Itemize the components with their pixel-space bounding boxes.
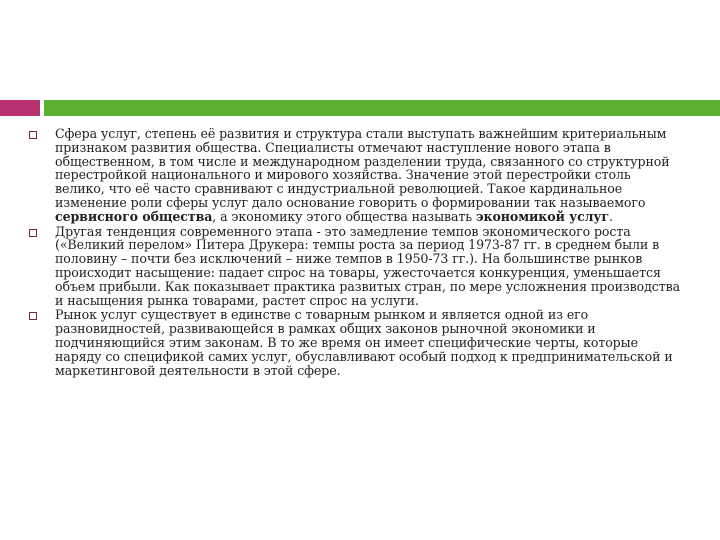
square-bullet-icon (28, 127, 55, 141)
bullet-1-text-before: Сфера услуг, степень её развития и структура стали выступать важнейшим критериальным признаком развития общества. Специалисты отмечают наступление нового этапа в общественном, в том числе и международном разделении труда, связанного со структурной перестройкой национального и мирового хозяйства. Значение этой перестройки столь велико, что её часто сравнивают с индустриальной революцией. Такое кардинальное изменение роли сферы услуг дало основание говорить о формировании так называемого (55, 126, 670, 210)
bullet-text-3: Рынок услуг существует в единстве с товарным рынком и является одной из его разновидностей, развивающейся в рамках общих законов рыночной экономики и подчиняющийся этим законам. В то же время он имеет специфические черты, которые наряду со спецификой самих услуг, обуславливают особый подход к предпринимательской и маркетинговой деятельности в этой сфере. (55, 307, 673, 378)
bullet-text-1 (55, 127, 684, 224)
bullet-1-bold-term-2: экономикой услуг (475, 208, 610, 224)
bullet-item-1 (28, 127, 684, 224)
bullet-item-2 (28, 225, 684, 308)
bullet-1-text-after: . (609, 208, 613, 224)
slide-content (28, 127, 684, 377)
accent-bar-left (0, 100, 40, 116)
bullet-text-2: Другая тенденция современного этапа - это замедление темпов экономического роста («Великий перелом» Питера Друкера: темпы роста за период 1973-87 гг. в среднем были в половину – почти без исключений – ниже темпов в 1950-73 гг.). На большинстве рынков происходит насыщение: падает спрос на товары, ужесточается конкуренция, уменьшается объем прибыли. Как показывает практика развитых стран, по мере усложнения производства и насыщения рынка товарами, растет спрос на услуги. (55, 223, 680, 308)
bullet-item-3 (28, 308, 684, 377)
bullet-1-text-middle: , а экономику этого общества называть (212, 208, 476, 224)
square-bullet-icon (28, 308, 55, 322)
accent-bar-right (44, 100, 720, 116)
bullet-1-bold-term-1: сервисного общества (55, 208, 213, 224)
square-bullet-icon (28, 225, 55, 239)
